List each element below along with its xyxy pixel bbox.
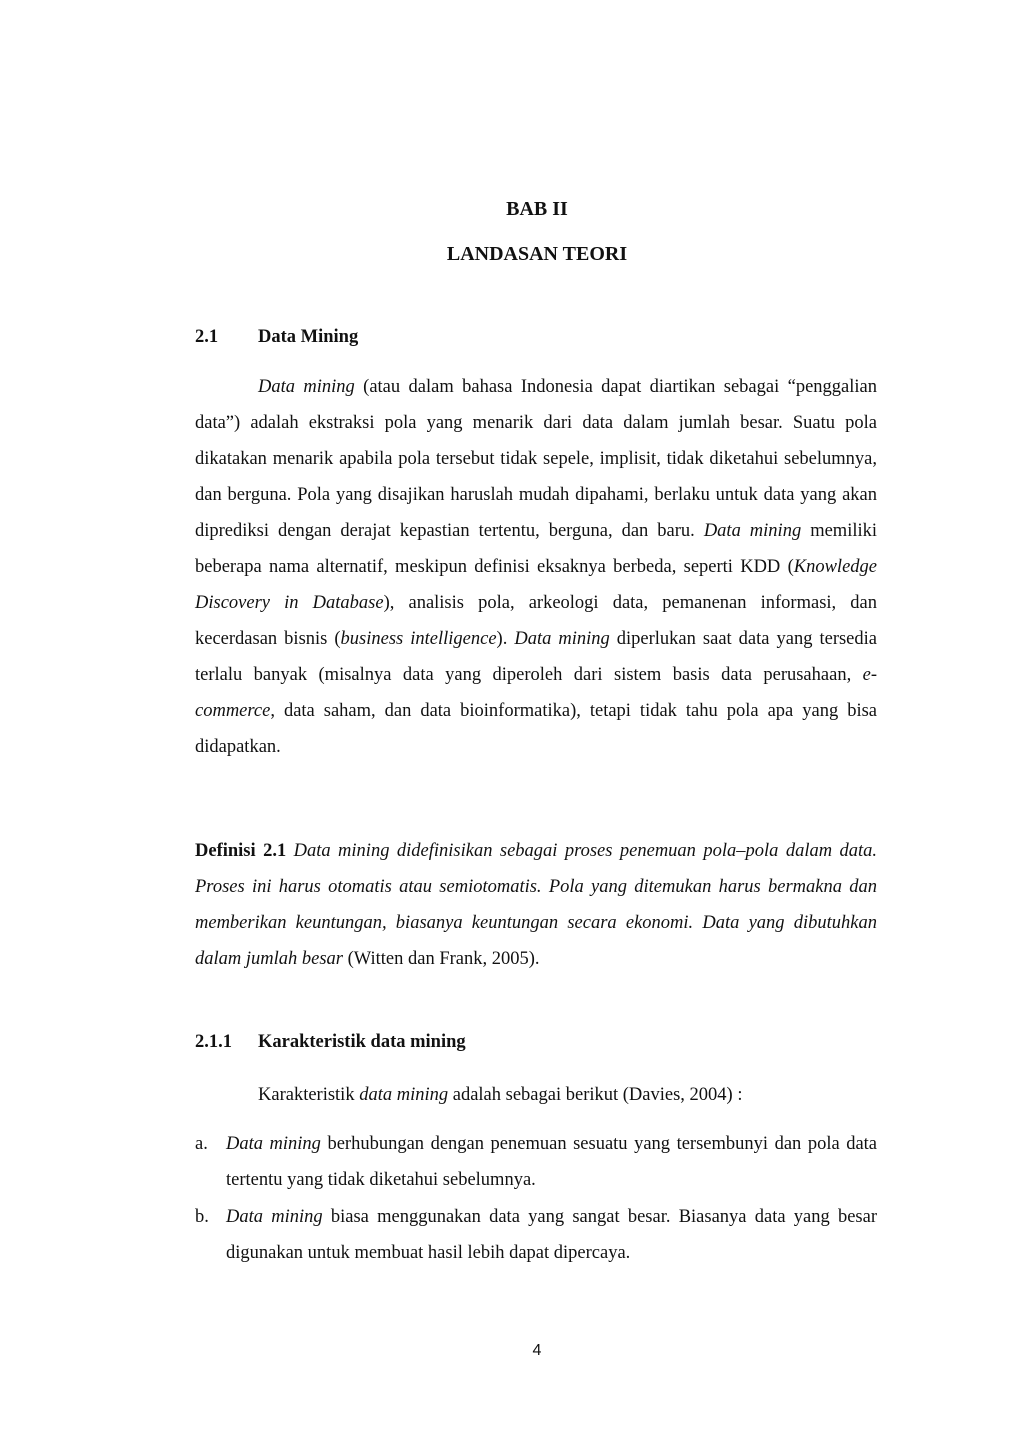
characteristics-intro: Karakteristik data mining adalah sebagai berikut (Davies, 2004) : (258, 1085, 743, 1105)
section-title: Karakteristik data mining (258, 1032, 466, 1052)
list-marker: b. (195, 1207, 209, 1227)
definition-2-1: Definisi 2.1 Data mining didefinisikan sebagai proses penemuan pola–pola dalam data. Proses ini harus otomatis atau semiotomatis. Pola yang ditemukan harus bermakna dan memberikan keuntungan, biasanya keuntungan secara ekonomi. Data yang dibutuhkan dalam jumlah besar (Witten dan Frank, 2005). (195, 841, 878, 969)
characteristics-list (195, 1126, 877, 1272)
section-heading-2-1-1 (195, 1032, 466, 1053)
chapter-title: LANDASAN TEORI (446, 243, 628, 265)
chapter-number: BAB II (506, 198, 568, 220)
section-number: 2.1 (195, 327, 219, 347)
list-item-text: Data mining berhubungan dengan penemuan sesuatu yang tersembunyi dan pola data tertentu yang tidak diketahui sebelumnya. (226, 1134, 878, 1190)
section-title: Data Mining (258, 327, 359, 347)
data-mining-paragraph: Data mining (atau dalam bahasa Indonesia dapat diartikan sebagai “penggalian data”) adalah ekstraksi pola yang menarik dari data dalam jumlah besar. Suatu pola dikatakan menarik apabila pola tersebut tidak sepele, implisit, tidak diketahui sebelumnya, dan berguna. Pola yang disajikan haruslah mudah dipahami, berlaku untuk data yang akan diprediksi dengan derajat kepastian tertentu, berguna, dan baru. Data mining memiliki beberapa nama alternatif, meskipun definisi eksaknya berbeda, seperti KDD (Knowledge Discovery in Database), analisis pola, arkeologi data, pemanenan informasi, dan kecerdasan bisnis (business intelligence). Data mining diperlukan saat data yang tersedia terlalu banyak (misalnya data yang diperoleh dari sistem basis data perusahaan, e-commerce, data saham, dan data bioinformatika), tetapi tidak tahu pola apa yang bisa didapatkan. (195, 377, 878, 757)
list-item-text: Data mining biasa menggunakan data yang sangat besar. Biasanya data yang besar digunakan untuk membuat hasil lebih dapat dipercaya. (226, 1207, 878, 1263)
section-number: 2.1.1 (195, 1032, 232, 1052)
list-item (195, 1199, 877, 1271)
section-heading-2-1 (195, 327, 358, 348)
page-number: 4 (532, 1342, 542, 1359)
list-marker: a. (195, 1134, 208, 1154)
list-item (195, 1126, 877, 1198)
